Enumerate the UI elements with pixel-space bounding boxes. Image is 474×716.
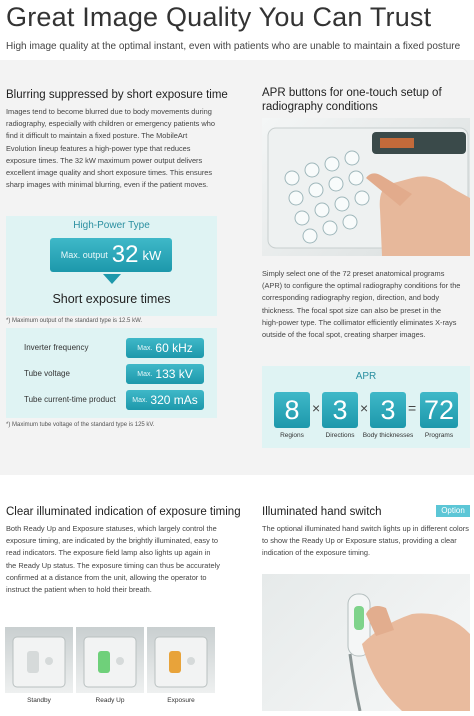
high-power-panel xyxy=(6,216,217,316)
spec-value xyxy=(126,364,204,384)
spec-value xyxy=(126,338,204,358)
apr-label: Programs xyxy=(424,432,454,439)
option-badge: Option xyxy=(436,505,470,517)
timing-line: read indicators. The exposure field lamp also lights up again in xyxy=(6,548,211,558)
timing-text xyxy=(6,523,220,596)
multiply-icon: × xyxy=(312,400,321,416)
spec-number: 60 kHz xyxy=(155,341,193,355)
max-output-value: 32 xyxy=(111,241,139,268)
apr-value-directions: 3 xyxy=(322,392,358,428)
spec-label: Inverter frequency xyxy=(24,343,89,352)
caption-exposure: Exposure xyxy=(167,697,195,704)
exposure-photo xyxy=(147,627,215,693)
equals-icon: = xyxy=(408,400,417,416)
spec-row xyxy=(18,390,204,412)
apr-line: high-power type. The collimator efficiently eliminates X-rays xyxy=(262,317,457,327)
ready-up-photo xyxy=(76,627,144,693)
apr-heading-line: radiography conditions xyxy=(262,101,378,113)
spec-max: Max. xyxy=(132,396,148,404)
blur-line: exposure times. The 32 kW maximum power output delivers xyxy=(6,155,203,165)
blur-heading: Blurring suppressed by short exposure time xyxy=(6,89,228,101)
max-output-unit: kW xyxy=(142,247,162,263)
spec-row xyxy=(18,364,204,386)
apr-heading-line: APR buttons for one-touch setup of xyxy=(262,87,442,99)
caption-standby: Standby xyxy=(27,697,51,704)
page-subtitle: High image quality at the optimal instant, even with patients who are unable to maintain a fixed posture xyxy=(6,41,461,52)
apr-line: Simply select one of the 72 preset anatomical programs xyxy=(262,269,445,278)
apr-line: thickness. The focal spot size can also be preset in the xyxy=(262,305,441,315)
apr-keypad-photo xyxy=(262,118,470,256)
spec-max: Max. xyxy=(137,370,153,378)
switch-line: to show the Ready Up or Exposure status, providing a clear xyxy=(262,536,457,546)
max-output-label: Max. output xyxy=(60,250,108,260)
high-power-title: High-Power Type xyxy=(73,220,150,231)
standby-photo xyxy=(5,627,73,693)
unit-standby-illustration xyxy=(5,627,73,693)
blur-line: Evolution lineup features a high-power type that reduces xyxy=(6,143,191,153)
spec-max: Max. xyxy=(137,344,153,352)
apr-line: corresponding radiography region, direction, and body xyxy=(262,293,440,303)
apr-value-body-thickness: 3 xyxy=(370,392,406,428)
spec-number: 320 mAs xyxy=(150,393,198,407)
switch-heading: Illuminated hand switch xyxy=(262,506,382,518)
short-exposure-label: Short exposure times xyxy=(52,292,171,306)
hand-switch-photo xyxy=(262,574,470,711)
apr-value-regions: 8 xyxy=(274,392,310,428)
apr-text xyxy=(262,268,470,341)
switch-line: indication of the exposure timing. xyxy=(262,548,371,558)
spec-number: 133 kV xyxy=(155,367,193,381)
apr-label: Regions xyxy=(280,432,304,439)
page-title: Great Image Quality You Can Trust xyxy=(6,2,432,32)
spec-label: Tube voltage xyxy=(24,369,70,378)
timing-line: confirmed at a distance from the unit, allowing the operator to xyxy=(6,572,207,582)
spec-label: Tube current-time product xyxy=(24,395,116,404)
spec-value xyxy=(126,390,204,410)
apr-panel-title: APR xyxy=(355,371,377,382)
switch-text xyxy=(262,523,472,560)
apr-value-programs: 72 xyxy=(420,392,458,428)
multiply-icon: × xyxy=(360,400,369,416)
spec-row xyxy=(18,338,204,360)
timing-line: Both Ready Up and Exposure statuses, which largely control the xyxy=(6,524,217,533)
timing-line: the Ready Up status. The exposure timing can thus be accurately xyxy=(6,560,220,570)
apr-heading xyxy=(262,86,442,114)
timing-line: exposure timing, are indicated by the brightly illuminated, easy to xyxy=(6,536,218,546)
apr-line: outside of the focal spot, creating sharper images. xyxy=(262,330,426,340)
blur-line: radiography, especially with children or emergency patients who xyxy=(6,119,215,129)
apr-equation xyxy=(262,392,470,448)
blur-line: sharp images with minimal blurring, even if the patient moves. xyxy=(6,180,209,190)
note-voltage: *) Maximum tube voltage of the standard type is 125 kV. xyxy=(6,422,155,428)
blur-line: Images tend to become blurred due to body movements during xyxy=(6,107,212,116)
blur-line: find it difficult to maintain a fixed posture. The MobileArt xyxy=(6,131,188,141)
specs-panel xyxy=(6,328,217,418)
blur-line: excellent image quality and short exposure times. This ensures xyxy=(6,168,213,178)
blur-text xyxy=(6,106,218,191)
max-output-box xyxy=(50,238,172,272)
note-output: *) Maximum output of the standard type is 12.5 kW. xyxy=(6,318,143,324)
timing-line: instruct the patient when to hold their breath. xyxy=(6,585,152,595)
apr-label: Directions xyxy=(325,432,355,439)
timing-heading: Clear illuminated indication of exposure timing xyxy=(6,506,241,518)
unit-ready-illustration xyxy=(76,627,144,693)
unit-exposure-illustration xyxy=(147,627,215,693)
arrow-down-icon xyxy=(103,274,121,284)
switch-line: The optional illuminated hand switch lights up in different colors xyxy=(262,524,469,533)
hand-switch-illustration xyxy=(262,574,470,711)
apr-line: (APR) to configure the optimal radiography conditions for the xyxy=(262,281,461,291)
apr-panel xyxy=(262,366,470,448)
keypad-illustration xyxy=(262,118,470,256)
apr-label: Body thicknesses xyxy=(362,432,414,439)
caption-ready-up: Ready Up xyxy=(95,697,125,704)
